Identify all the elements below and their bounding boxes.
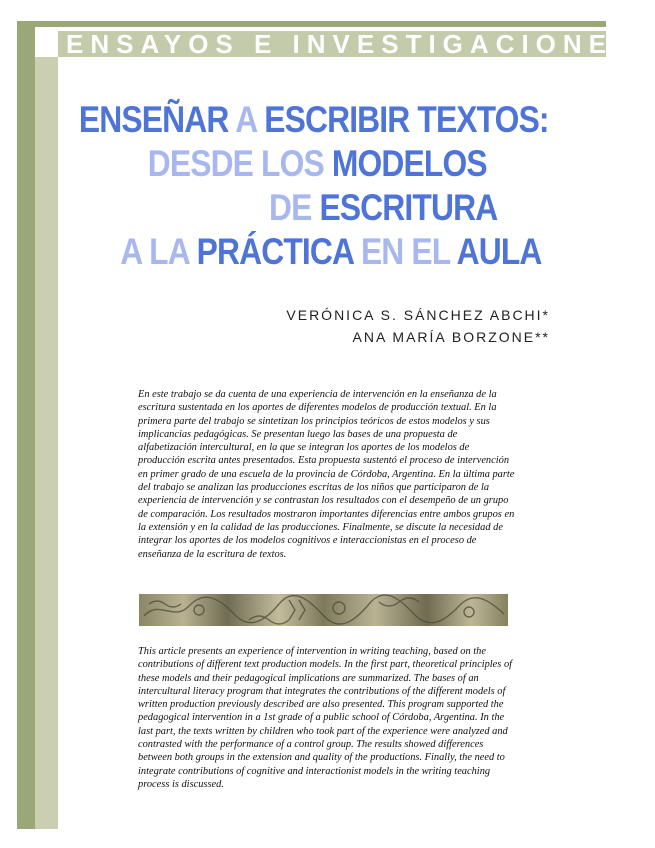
abstract-english-text: This article presents an experience of intervention in writing teaching, based on the contributions of different text production models. In the first part, theoretical principles of these models and their pedagogical implications are summarized. The bases of an intercultural literacy program that integrates the contributions of the different models of written production previously described are also presented. This program supported the pedagogical intervention in a 1st grade of a public school of Córdoba, Argentina. In the last part, the texts written by children who took part of the experience were analyzed and contrasted with the performance of a control group. The results showed differences between both groups in the extension and quality of the productions. Finally, the need to integrate contributions of cognitive and interactionist models in the writing teaching process is discussed. (138, 646, 513, 790)
title-line-3 (60, 186, 524, 230)
section-header-label: ENSAYOS E INVESTIGACIONES (66, 29, 638, 59)
title-line4-segment-1: PRÁCTICA (196, 231, 361, 272)
title-line-2 (60, 142, 524, 186)
title-line-1 (60, 98, 549, 142)
decorative-ornament-strip (139, 594, 508, 626)
title-line3-segment-0: DE (268, 187, 320, 228)
left-margin-band-dark (17, 21, 35, 829)
top-rule (17, 21, 606, 27)
title-line1-segment-2: ESCRIBIR TEXTOS: (264, 99, 549, 140)
abstract-spanish (138, 388, 518, 561)
title-line3-segment-1: ESCRITURA (319, 187, 498, 228)
left-margin-band-light (35, 57, 58, 829)
title-line-4 (60, 230, 542, 274)
title-line2-segment-0: DESDE LOS (147, 143, 332, 184)
abstract-english (138, 645, 518, 791)
author-1: VERÓNICA S. SÁNCHEZ ABCHI* (286, 307, 550, 323)
title-line4-segment-3: AULA (456, 231, 542, 272)
title-line1-segment-0: ENSEÑAR (78, 99, 236, 140)
title-line4-segment-0: A LA (120, 231, 197, 272)
title-line4-segment-2: EN EL (360, 231, 457, 272)
article-title (60, 98, 549, 274)
title-line1-segment-1: A (235, 99, 265, 140)
author-2: ANA MARÍA BORZONE** (352, 329, 550, 345)
authors-block (286, 304, 550, 348)
title-line2-segment-1: MODELOS (331, 143, 487, 184)
abstract-spanish-text: En este trabajo se da cuenta de una experiencia de intervención en la enseñanza de la escritura sustentada en los aportes de diferentes modelos de producción textual. En la primera parte del trabajo se sintetizan los principios teóricos de estos modelos y sus implicancias pedagógicas. Se presentan luego las bases de una propuesta de alfabetización intercultural, en la que se integran los aportes de los modelos de producción escrita antes presentados. Esta propuesta sustentó el proceso de intervención en primer grado de una escuela de la provincia de Córdoba, Argentina. En la última parte del trabajo se analizan las producciones escritas de los niños que participaron de la experiencia de intervención y se contrastan los resultados con el desempeño de un grupo de comparación. Los resultados mostraron importantes diferencias entre ambos grupos en la extensión y en la calidad de las producciones. Finalmente, se discute la necesidad de integrar los aportes de los modelos cognitivos e interaccionistas en el proceso de enseñanza de la escritura de textos. (138, 389, 515, 560)
